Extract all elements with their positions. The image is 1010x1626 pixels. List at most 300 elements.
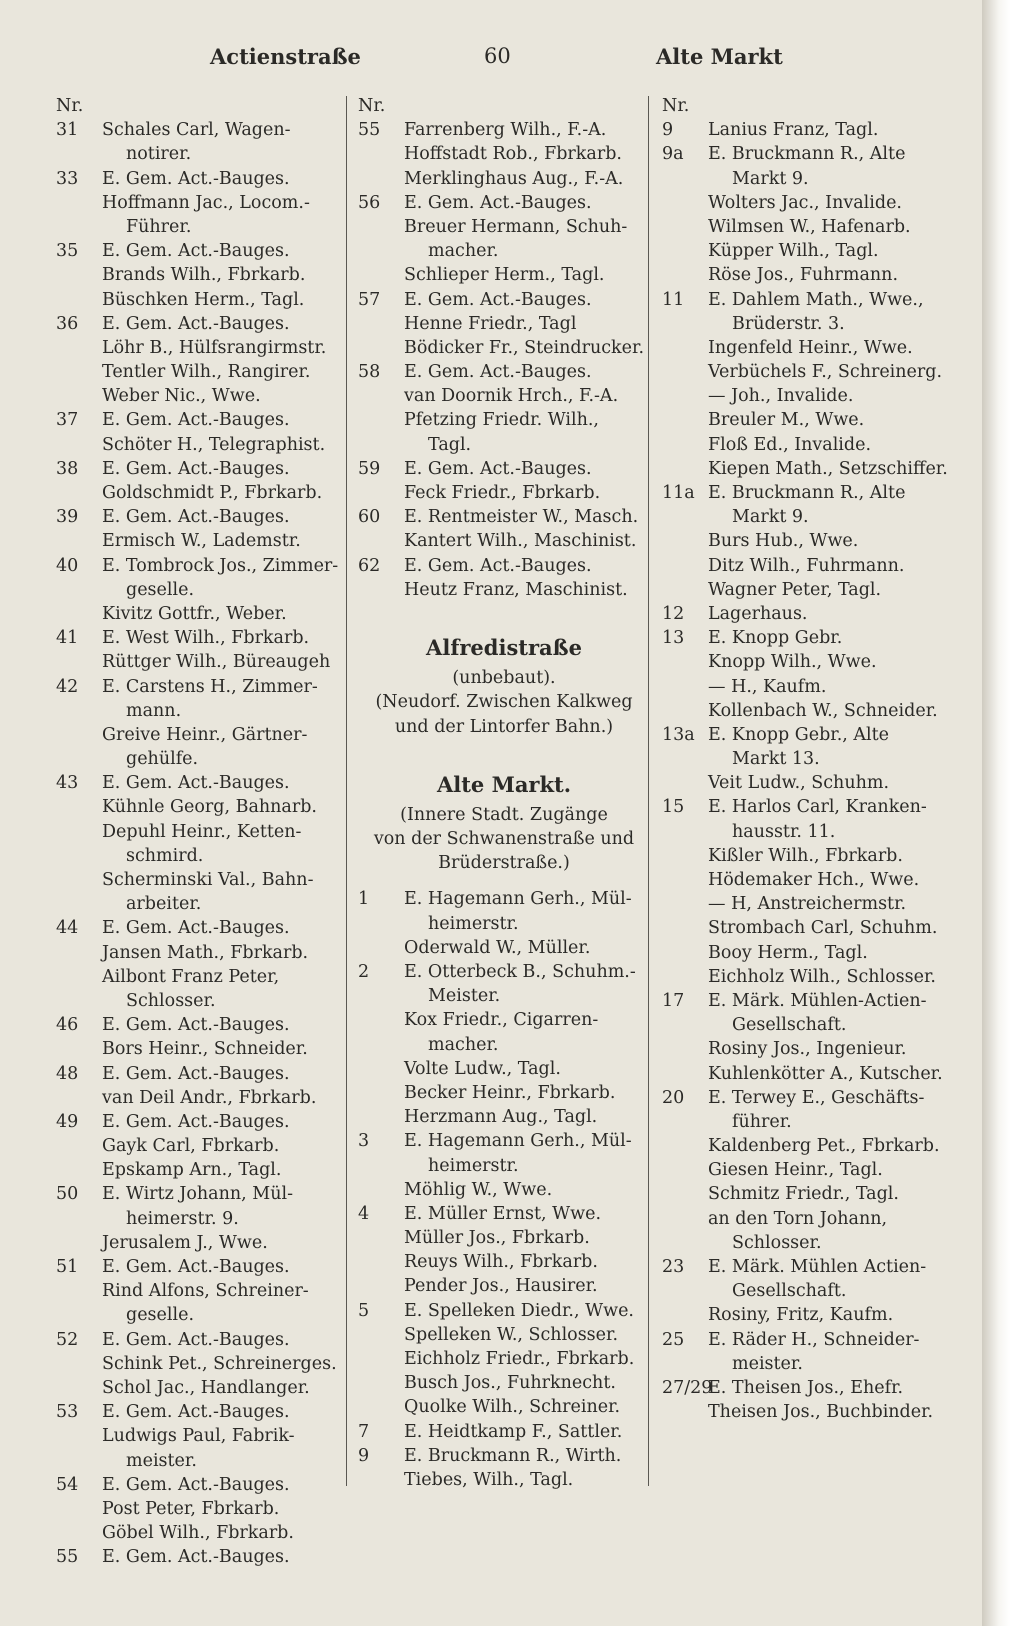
directory-entry — [358, 1371, 650, 1395]
directory-entry — [56, 215, 348, 239]
directory-entry — [662, 578, 962, 602]
entry-text: Breuler M., Wwe. — [708, 410, 865, 431]
entry-text: Schol Jac., Handlanger. — [102, 1377, 310, 1398]
house-number: 40 — [56, 555, 79, 576]
entry-text: E. Gem. Act.-Bauges. — [102, 1015, 290, 1036]
entry-text: Giesen Heinr., Tagl. — [708, 1160, 883, 1181]
directory-entry — [662, 1037, 962, 1061]
entry-text: Kantert Wilh., Maschinist. — [404, 531, 637, 552]
header-left-street: Actienstraße — [210, 44, 361, 69]
entry-text: E. Tombrock Jos., Zimmer- — [102, 555, 339, 576]
entry-continuation: meister. — [732, 1353, 803, 1374]
directory-entry — [56, 650, 348, 674]
column-heading — [56, 94, 348, 118]
directory-entry — [662, 312, 962, 336]
entry-text: Verbüchels F., Schreinerg. — [708, 362, 943, 383]
directory-entry — [662, 1376, 962, 1400]
directory-entry — [358, 191, 650, 215]
entry-text: — Joh., Invalide. — [708, 386, 854, 407]
directory-entry — [358, 408, 650, 432]
directory-entry — [56, 167, 348, 191]
entry-text: Kuhlenkötter A., Kutscher. — [708, 1063, 943, 1084]
directory-entry — [56, 699, 348, 723]
entry-text: Post Peter, Fbrkarb. — [102, 1498, 280, 1519]
directory-entry — [358, 481, 650, 505]
entry-continuation: Tagl. — [428, 434, 472, 455]
directory-entry — [56, 1352, 348, 1376]
house-number: 37 — [56, 410, 79, 431]
entry-text: E. Theisen Jos., Ehefr. — [708, 1377, 904, 1398]
house-number: 9 — [662, 120, 674, 141]
entry-text: Burs Hub., Wwe. — [708, 531, 859, 552]
directory-entry — [358, 312, 650, 336]
directory-entry — [662, 820, 962, 844]
directory-entry — [56, 239, 348, 263]
directory-entry — [56, 312, 348, 336]
directory-entry — [662, 1328, 962, 1352]
directory-entry — [358, 384, 650, 408]
house-number: 56 — [358, 192, 381, 213]
directory-entry — [56, 771, 348, 795]
directory-entry — [662, 892, 962, 916]
entry-text: Schales Carl, Wagen- — [102, 120, 291, 141]
entry-text: Floß Ed., Invalide. — [708, 434, 872, 455]
entry-text: Goldschmidt P., Fbrkarb. — [102, 483, 323, 503]
entry-text: Herzmann Aug., Tagl. — [404, 1107, 598, 1128]
house-number: 55 — [358, 120, 381, 141]
directory-entry — [56, 1110, 348, 1134]
entry-text: Hoffstadt Rob., Fbrkarb. — [404, 144, 622, 165]
house-number: 36 — [56, 313, 79, 334]
page-number: 60 — [484, 44, 511, 68]
directory-entry — [56, 1424, 348, 1448]
directory-entry — [56, 1231, 348, 1255]
directory-entry — [662, 142, 962, 166]
directory-entry — [56, 384, 348, 408]
entry-text: Pfetzing Friedr. Wilh., — [404, 410, 599, 431]
house-number: 41 — [56, 628, 79, 649]
entry-text: E. Gem. Act.-Bauges. — [404, 289, 592, 310]
house-number: 4 — [358, 1203, 370, 1224]
entry-text: van Deil Andr., Fbrkarb. — [102, 1087, 317, 1108]
entry-text: Gayk Carl, Fbrkarb. — [102, 1136, 280, 1157]
house-number: 9 — [358, 1445, 370, 1466]
street-title: Alfredistraße — [426, 634, 582, 660]
spacer — [358, 875, 650, 887]
directory-entry — [662, 1086, 962, 1110]
directory-entry — [662, 1352, 962, 1376]
directory-entry — [56, 989, 348, 1013]
directory-entry — [358, 1202, 650, 1226]
entry-continuation: geselle. — [126, 1305, 195, 1326]
directory-entry — [56, 1279, 348, 1303]
directory-entry — [662, 699, 962, 723]
spacer — [358, 739, 650, 763]
directory-entry — [662, 191, 962, 215]
directory-entry — [358, 578, 650, 602]
directory-entry — [358, 529, 650, 553]
directory-entry — [358, 118, 650, 142]
entry-text: Booy Herm., Tagl. — [708, 942, 868, 963]
directory-entry — [662, 795, 962, 819]
directory-entry — [358, 1395, 650, 1419]
directory-entry — [358, 1420, 650, 1444]
directory-entry — [358, 1105, 650, 1129]
entry-text: Küpper Wilh., Tagl. — [708, 241, 879, 262]
entry-text: E. Müller Ernst, Wwe. — [404, 1203, 602, 1224]
entry-text: E. Terwey E., Geschäfts- — [708, 1087, 925, 1108]
entry-text: Strombach Carl, Schuhm. — [708, 918, 938, 939]
directory-entry — [358, 1226, 650, 1250]
number-heading: Nr. — [56, 96, 84, 116]
entry-text: Feck Friedr., Fbrkarb. — [404, 483, 601, 503]
house-number: 44 — [56, 918, 79, 939]
entry-text: Greive Heinr., Gärtner- — [102, 724, 308, 745]
entry-text: Ermisch W., Lademstr. — [102, 531, 301, 552]
directory-entry — [662, 1182, 962, 1206]
entry-text: — H., Kaufm. — [708, 676, 827, 697]
entry-text: Löhr B., Hülfsrangirmstr. — [102, 337, 327, 358]
entry-text: Knopp Wilh., Wwe. — [708, 652, 877, 673]
directory-entry — [56, 602, 348, 626]
directory-entry — [662, 602, 962, 626]
entry-continuation: macher. — [428, 1034, 499, 1055]
directory-entry — [662, 554, 962, 578]
entry-text: Röse Jos., Fuhrmann. — [708, 265, 899, 286]
directory-entry — [662, 1400, 962, 1424]
house-number: 25 — [662, 1329, 685, 1350]
directory-entry — [662, 336, 962, 360]
entry-text: E. Bruckmann R., Alte — [708, 483, 906, 503]
directory-entry — [662, 360, 962, 384]
column-right — [662, 94, 962, 1424]
entry-text: E. Bruckmann R., Wirth. — [404, 1445, 622, 1466]
entry-continuation: führer. — [732, 1111, 792, 1132]
house-number: 33 — [56, 168, 79, 189]
entry-text: E. West Wilh., Fbrkarb. — [102, 628, 310, 649]
entry-text: Pender Jos., Hausirer. — [404, 1276, 598, 1297]
directory-entry — [56, 1013, 348, 1037]
entry-text: E. Gem. Act.-Bauges. — [404, 192, 592, 213]
directory-entry — [358, 1129, 650, 1153]
directory-entry — [56, 1207, 348, 1231]
directory-entry — [56, 626, 348, 650]
entry-text: Schöter H., Telegraphist. — [102, 434, 326, 455]
entry-text: Kaldenberg Pet., Fbrkarb. — [708, 1136, 940, 1157]
house-number: 57 — [358, 289, 381, 310]
directory-entry — [56, 916, 348, 940]
directory-entry — [662, 215, 962, 239]
entry-continuation: Markt 9. — [732, 168, 809, 189]
directory-entry — [56, 1545, 348, 1569]
entry-text: E. Heidtkamp F., Sattler. — [404, 1421, 623, 1442]
house-number: 13 — [662, 628, 685, 649]
entry-text: Schlieper Herm., Tagl. — [404, 265, 605, 286]
entry-text: Wolters Jac., Invalide. — [708, 192, 902, 213]
entry-text: Epskamp Arn., Tagl. — [102, 1160, 282, 1181]
entry-continuation: Meister. — [428, 986, 501, 1007]
directory-entry — [56, 1497, 348, 1521]
directory-entry — [56, 118, 348, 142]
house-number: 2 — [358, 962, 370, 983]
entry-text: E. Spelleken Diedr., Wwe. — [404, 1300, 634, 1321]
street-title: Alte Markt. — [436, 771, 572, 797]
entry-text: Bors Heinr., Schneider. — [102, 1039, 308, 1060]
directory-entry — [358, 215, 650, 239]
directory-entry — [662, 239, 962, 263]
entry-text: Veit Ludw., Schuhm. — [708, 773, 890, 794]
directory-entry — [662, 844, 962, 868]
entry-text: Jansen Math., Fbrkarb. — [102, 942, 309, 963]
entry-text: Breuer Hermann, Schuh- — [404, 216, 628, 237]
entry-text: Ditz Wilh., Fuhrmann. — [708, 555, 905, 576]
entry-text: E. Gem. Act.-Bauges. — [102, 241, 290, 262]
directory-entry — [662, 1231, 962, 1255]
entry-text: Ludwigs Paul, Fabrik- — [102, 1426, 295, 1447]
entry-continuation: Markt 13. — [732, 749, 820, 770]
house-number: 38 — [56, 458, 79, 479]
directory-entry — [358, 984, 650, 1008]
entry-continuation: geselle. — [126, 579, 195, 600]
entry-continuation: macher. — [428, 241, 499, 262]
directory-entry — [358, 960, 650, 984]
house-number: 46 — [56, 1015, 79, 1036]
column-left — [56, 94, 348, 1569]
directory-entry — [56, 868, 348, 892]
column-middle — [358, 94, 650, 1492]
entry-text: E. Räder H., Schneider- — [708, 1329, 920, 1350]
entry-text: E. Gem. Act.-Bauges. — [102, 1329, 290, 1350]
house-number: 3 — [358, 1131, 370, 1152]
entry-text: Quolke Wilh., Schreiner. — [404, 1397, 621, 1418]
directory-entry — [358, 142, 650, 166]
entry-text: E. Bruckmann R., Alte — [708, 144, 906, 165]
entry-text: E. Gem. Act.-Bauges. — [102, 1474, 290, 1495]
directory-entry — [358, 887, 650, 911]
house-number: 20 — [662, 1087, 685, 1108]
house-number: 9a — [662, 144, 684, 165]
directory-entry — [56, 1376, 348, 1400]
directory-entry — [662, 263, 962, 287]
entry-text: Rind Alfons, Schreiner- — [102, 1281, 309, 1302]
house-number: 53 — [56, 1402, 79, 1423]
entry-text: Depuhl Heinr., Ketten- — [102, 821, 302, 842]
directory-entry — [662, 989, 962, 1013]
directory-entry — [56, 288, 348, 312]
entry-continuation: Markt 9. — [732, 507, 809, 528]
entry-text: Rosiny Jos., Ingenieur. — [708, 1039, 907, 1060]
directory-entry — [358, 1057, 650, 1081]
house-number: 7 — [358, 1421, 370, 1442]
house-number: 15 — [662, 797, 685, 818]
entry-text: Weber Nic., Wwe. — [102, 386, 261, 407]
directory-entry — [358, 936, 650, 960]
house-number: 42 — [56, 676, 79, 697]
entry-text: Busch Jos., Fuhrknecht. — [404, 1373, 616, 1394]
house-number: 54 — [56, 1474, 79, 1495]
directory-entry — [358, 239, 650, 263]
house-number: 43 — [56, 773, 79, 794]
entry-continuation: gehülfe. — [126, 749, 199, 770]
house-number: 12 — [662, 603, 685, 624]
directory-entry — [358, 1178, 650, 1202]
entry-continuation: Brüderstr. 3. — [732, 313, 845, 334]
directory-entry — [662, 384, 962, 408]
entry-text: E. Gem. Act.-Bauges. — [102, 1063, 290, 1084]
directory-entry — [662, 1303, 962, 1327]
directory-entry — [56, 336, 348, 360]
entry-text: E. Gem. Act.-Bauges. — [404, 458, 592, 479]
street-description: (Innere Stadt. Zugänge — [400, 804, 608, 825]
directory-entry — [56, 360, 348, 384]
entry-text: E. Gem. Act.-Bauges. — [102, 1257, 290, 1277]
house-number: 5 — [358, 1300, 370, 1321]
directory-entry — [56, 1062, 348, 1086]
directory-entry — [662, 529, 962, 553]
directory-entry — [56, 1134, 348, 1158]
directory-entry — [662, 771, 962, 795]
entry-text: E. Rentmeister W., Masch. — [404, 507, 639, 528]
directory-entry — [358, 1444, 650, 1468]
street-description: (unbebaut). — [452, 668, 556, 689]
directory-entry — [56, 408, 348, 432]
directory-entry — [358, 1008, 650, 1032]
entry-text: Lagerhaus. — [708, 603, 808, 624]
entry-text: Tentler Wilh., Rangirer. — [102, 362, 311, 383]
directory-entry — [56, 675, 348, 699]
entry-text: Merklinghaus Aug., F.-A. — [404, 168, 624, 189]
entry-continuation: Gesellschaft. — [732, 1015, 847, 1036]
house-number: 39 — [56, 507, 79, 528]
house-number: 55 — [56, 1547, 79, 1568]
directory-entry — [662, 1134, 962, 1158]
directory-entry — [56, 723, 348, 747]
directory-entry — [662, 916, 962, 940]
house-number: 35 — [56, 241, 79, 262]
entry-text: Becker Heinr., Fbrkarb. — [404, 1082, 616, 1103]
directory-entry — [56, 1086, 348, 1110]
directory-entry — [56, 820, 348, 844]
entry-text: Hoffmann Jac., Locom.- — [102, 192, 310, 213]
entry-continuation: schmird. — [126, 845, 204, 866]
directory-entry — [56, 457, 348, 481]
directory-entry — [662, 1062, 962, 1086]
entry-text: Ingenfeld Heinr., Wwe. — [708, 337, 913, 358]
directory-entry — [358, 1468, 650, 1492]
entry-text: Kühnle Georg, Bahnarb. — [102, 797, 317, 818]
entry-text: Lanius Franz, Tagl. — [708, 120, 879, 141]
directory-entry — [662, 650, 962, 674]
entry-continuation: mann. — [126, 700, 182, 721]
directory-entry — [358, 457, 650, 481]
street-description: Brüderstraße.) — [438, 853, 570, 874]
entry-continuation: heimerstr. — [428, 913, 519, 934]
directory-entry — [56, 1473, 348, 1497]
house-number: 13a — [662, 724, 695, 745]
entry-text: E. Gem. Act.-Bauges. — [102, 918, 290, 939]
entry-text: Brands Wilh., Fbrkarb. — [102, 265, 306, 286]
entry-text: Eichholz Friedr., Fbrkarb. — [404, 1349, 635, 1370]
entry-text: Wilmsen W., Hafenarb. — [708, 216, 911, 237]
directory-entry — [56, 892, 348, 916]
street-description: von der Schwanenstraße und — [373, 829, 635, 850]
entry-text: Rüttger Wilh., Büreaugeh — [102, 652, 331, 673]
directory-entry — [662, 408, 962, 432]
entry-text: E. Gem. Act.-Bauges. — [102, 773, 290, 794]
directory-entry — [662, 1279, 962, 1303]
entry-text: Schink Pet., Schreinerges. — [102, 1353, 337, 1374]
directory-entry — [662, 723, 962, 747]
house-number: 59 — [358, 458, 381, 479]
entry-continuation: Gesellschaft. — [732, 1281, 847, 1302]
entry-text: E. Otterbeck B., Schuhm.- — [404, 962, 636, 983]
directory-entry — [662, 1255, 962, 1279]
directory-entry — [56, 1182, 348, 1206]
entry-text: Bödicker Fr., Steindrucker. — [404, 337, 645, 358]
entry-text: Möhlig W., Wwe. — [404, 1179, 553, 1200]
entry-text: E. Wirtz Johann, Mül- — [102, 1184, 293, 1205]
entry-text: Schmitz Friedr., Tagl. — [708, 1184, 899, 1205]
house-number: 60 — [358, 507, 381, 528]
entry-text: E. Märk. Mühlen Actien- — [708, 1257, 927, 1277]
house-number: 58 — [358, 362, 381, 383]
entry-text: Rosiny, Fritz, Kaufm. — [708, 1305, 894, 1326]
directory-entry — [358, 554, 650, 578]
column-heading — [662, 94, 962, 118]
house-number: 49 — [56, 1111, 79, 1132]
directory-entry — [56, 747, 348, 771]
directory-entry — [662, 941, 962, 965]
directory-entry — [662, 1207, 962, 1231]
directory-entry — [358, 912, 650, 936]
directory-entry — [662, 1013, 962, 1037]
entry-text: Hödemaker Hch., Wwe. — [708, 870, 920, 890]
directory-entry — [56, 1328, 348, 1352]
entry-continuation: notirer. — [126, 144, 192, 165]
house-number: 52 — [56, 1329, 79, 1350]
house-number: 23 — [662, 1257, 685, 1277]
directory-entry — [662, 1158, 962, 1182]
entry-text: E. Harlos Carl, Kranken- — [708, 797, 927, 818]
directory-entry — [358, 1347, 650, 1371]
entry-text: Kollenbach W., Schneider. — [708, 700, 938, 721]
directory-entry — [56, 554, 348, 578]
entry-text: Henne Friedr., Tagl — [404, 313, 577, 334]
entry-text: E. Gem. Act.-Bauges. — [404, 362, 592, 383]
house-number: 50 — [56, 1184, 79, 1205]
entry-text: Tiebes, Wilh., Tagl. — [404, 1469, 574, 1490]
entry-continuation: heimerstr. — [428, 1155, 519, 1176]
spacer — [358, 602, 650, 626]
entry-text: E. Gem. Act.-Bauges. — [102, 458, 290, 479]
entry-text: E. Hagemann Gerh., Mül- — [404, 1131, 632, 1152]
directory-entry — [56, 965, 348, 989]
house-number: 1 — [358, 889, 370, 910]
directory-entry — [56, 941, 348, 965]
directory-entry — [662, 1110, 962, 1134]
entry-text: Volte Ludw., Tagl. — [404, 1058, 561, 1079]
house-number: 11 — [662, 289, 685, 310]
street-description: und der Lintorfer Bahn.) — [394, 716, 614, 737]
directory-entry — [662, 433, 962, 457]
directory-entry — [56, 1255, 348, 1279]
directory-entry — [56, 191, 348, 215]
house-number: 27/29 — [662, 1377, 713, 1398]
entry-text: van Doornik Hrch., F.-A. — [404, 386, 619, 407]
house-number: 51 — [56, 1257, 79, 1277]
entry-text: E. Gem. Act.-Bauges. — [404, 555, 592, 576]
house-number: 17 — [662, 990, 685, 1011]
